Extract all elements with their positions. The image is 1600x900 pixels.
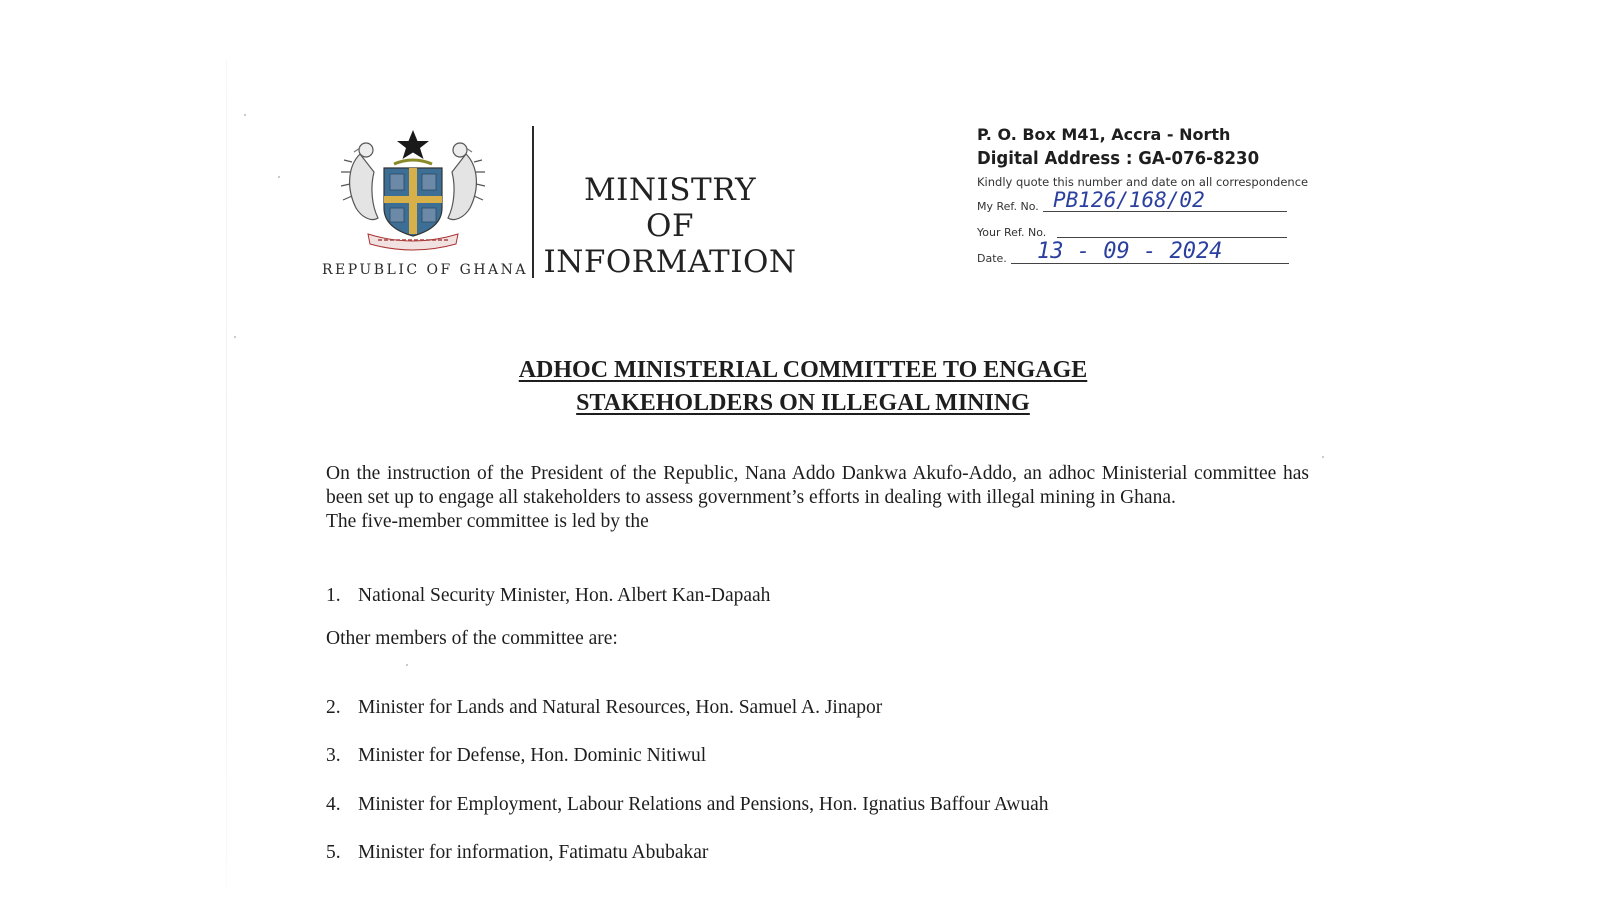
list-item-number: 2.	[326, 697, 341, 718]
po-box: P. O. Box M41, Accra - North	[977, 125, 1231, 144]
list-item-number: 1.	[326, 585, 341, 606]
your-ref-label: Your Ref. No.	[977, 226, 1047, 239]
scan-speck	[406, 664, 408, 666]
address-block	[977, 124, 1307, 268]
ministry-line: MINISTRY	[583, 172, 757, 208]
date-value: 13 - 09 - 2024	[1037, 239, 1223, 264]
body-text	[326, 462, 1309, 534]
intro-paragraph: On the instruction of the President of the Republic, Nana Addo Dankwa Akufo-Addo, an adhoc Ministerial committee has been set up to engage all stakeholders to assess government’s efforts in dealing with illegal mining in Ghana.	[326, 463, 1309, 508]
ministry-line: OF	[646, 208, 694, 244]
your-ref-line	[1057, 237, 1287, 238]
list-item-text: Minister for information, Fatimatu Abubakar	[358, 842, 709, 863]
country-name: REPUBLIC OF GHANA	[322, 262, 529, 278]
list-item-number: 3.	[326, 745, 341, 766]
date-field	[977, 239, 1307, 268]
list-item-text: Minister for Employment, Labour Relations and Pensions, Hon. Ignatius Baffour Awuah	[358, 794, 1049, 815]
scan-edge-shadow	[226, 60, 227, 890]
reference-instruction: Kindly quote this number and date on all correspondence	[977, 175, 1309, 189]
list-item	[326, 744, 706, 768]
my-ref-value: PB126/168/02	[1053, 188, 1205, 212]
digital-address: Digital Address : GA-076-8230	[977, 148, 1260, 169]
list-item-text: National Security Minister, Hon. Albert Kan-Dapaah	[358, 585, 771, 606]
list-item	[326, 584, 770, 608]
list-item	[326, 696, 882, 720]
list-item	[326, 841, 708, 865]
list-item-text: Minister for Lands and Natural Resources, Hon. Samuel A. Jinapor	[358, 697, 883, 718]
list-item-number: 5.	[326, 842, 341, 863]
scan-speck	[278, 176, 280, 178]
list-item	[326, 793, 1049, 817]
list-item-text: Minister for Defense, Hon. Dominic Nitiwul	[358, 745, 707, 766]
date-label: Date.	[977, 252, 1007, 265]
list-item-number: 4.	[326, 794, 341, 815]
scan-speck	[234, 336, 236, 338]
title-line: STAKEHOLDERS ON ILLEGAL MINING	[576, 390, 1030, 416]
ministry-name	[540, 172, 800, 280]
letterhead-divider	[532, 126, 534, 278]
title-line: ADHOC MINISTERIAL COMMITTEE TO ENGAGE	[518, 357, 1088, 383]
led-by-text: The five-member committee is led by the	[326, 511, 649, 532]
my-ref-label: My Ref. No.	[977, 200, 1039, 213]
ministry-line: INFORMATION	[543, 244, 797, 280]
other-members-text: Other members of the committee are:	[326, 628, 618, 649]
coat-of-arms-emblem	[338, 126, 488, 254]
document-title	[430, 354, 1176, 420]
scan-speck	[1322, 456, 1324, 458]
my-ref-field	[977, 190, 1307, 216]
scan-speck	[244, 114, 246, 116]
